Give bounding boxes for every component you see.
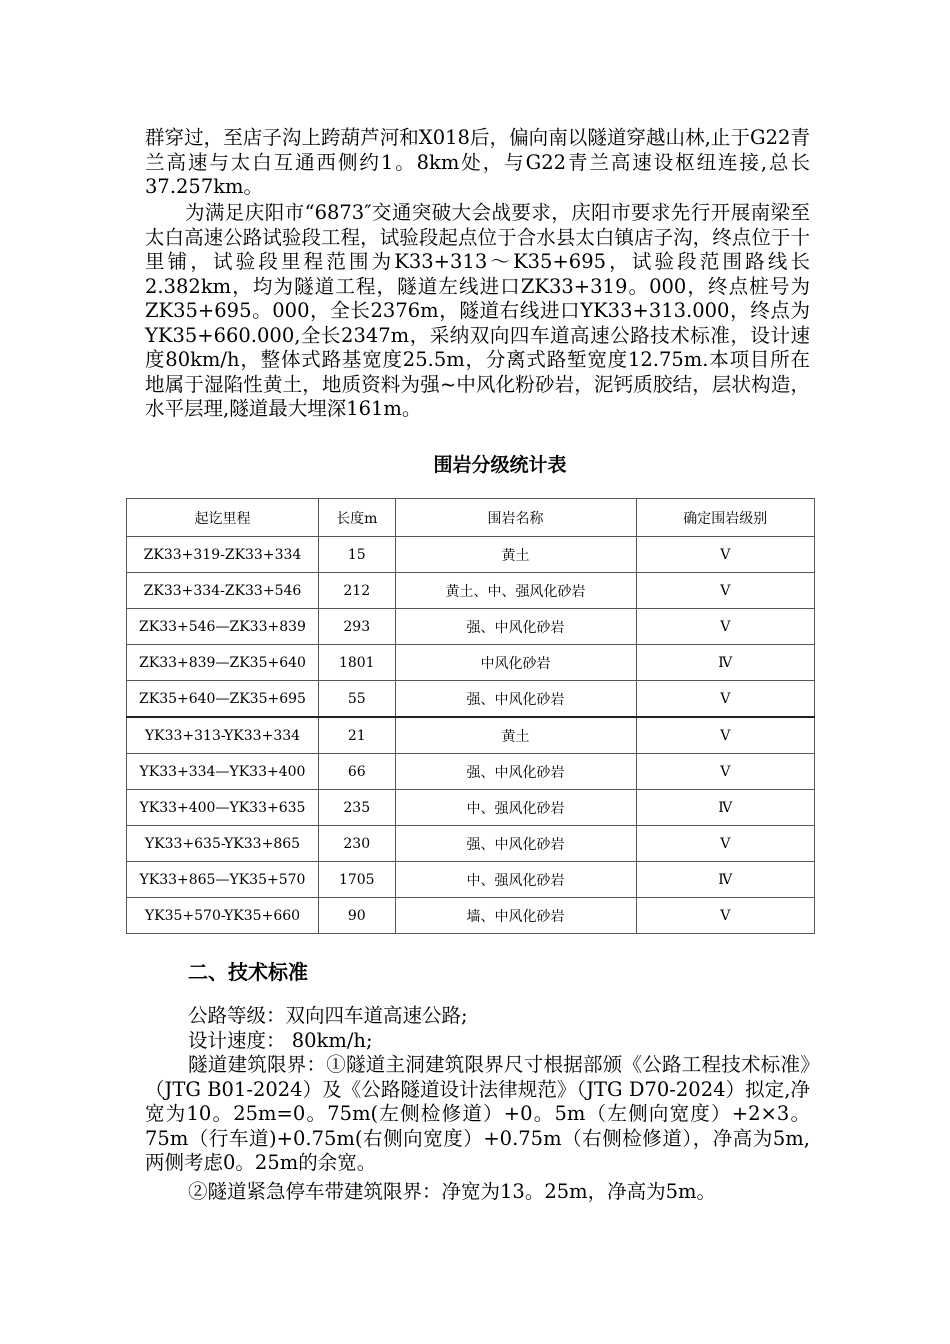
table-row [127, 645, 815, 681]
paragraph-tunnel-clearance: 隧道建筑限界：①隧道主洞建筑限界尺寸根据部颁《公路工程技术标准》（JTG B01-2024）及《公路隧道设计法律规范》（JTG D70-2024）拟定,净宽为10。25m=0。75m(左侧检修道）+0。5m（左侧向宽度）+2×3。75m（行车道)+0.75m(右侧向宽度）+0.75m（右侧检修道），净高为5m,两侧考虑0。25m的余宽。 [145, 1053, 810, 1174]
table-title: 围岩分级统计表 [433, 454, 567, 476]
paragraph-trial-section: 为满足庆阳市“6873″交通突破大会战要求，庆阳市要求先行开展南梁至太白高速公路试验段工程，试验段起点位于合水县太白镇店子沟，终点位于十里铺，试验段里程范围为K33+313～K35+695，试验段范围路线长2.382km，均为隧道工程，隧道左线进口ZK33+319。000，终点桩号为ZK35+695。000，全长2376m，隧道右线进口YK33+313.000，终点为YK35+660.000,全长2347m，采纳双向四车道高速公路技术标准，设计速度80km/h，整体式路基宽度25.5m，分离式路堑宽度12.75m.本项目所在地属于湿陷性黄土，地质资料为强~中风化粉砂岩，泥钙质胶结，层状构造，水平层理,隧道最大埋深161m。 [145, 201, 810, 420]
cell-length: 235 [318, 790, 395, 826]
table-header-row [127, 499, 815, 537]
table-row [127, 754, 815, 790]
cell-rock-grade: V [636, 681, 814, 718]
cell-length: 230 [318, 826, 395, 862]
cell-mileage: YK33+313-YK33+334 [127, 717, 319, 754]
cell-length: 1801 [318, 645, 395, 681]
table-row [127, 537, 815, 573]
table-row [127, 609, 815, 645]
cell-mileage: YK35+570-YK35+660 [127, 898, 319, 934]
road-grade-line: 公路等级：双向四车道高速公路; [188, 1004, 468, 1027]
cell-rock-grade: V [636, 717, 814, 754]
cell-mileage: YK33+400—YK33+635 [127, 790, 319, 826]
cell-rock-name: 黄土、中、强风化砂岩 [395, 573, 636, 609]
cell-rock-grade: V [636, 573, 814, 609]
section-heading-technical-standards: 二、技术标准 [188, 960, 308, 984]
cell-mileage: ZK33+319-ZK33+334 [127, 537, 319, 573]
cell-rock-name: 中、强风化砂岩 [395, 862, 636, 898]
cell-mileage: ZK33+334-ZK33+546 [127, 573, 319, 609]
cell-mileage: YK33+635-YK33+865 [127, 826, 319, 862]
cell-rock-name: 黄土 [395, 537, 636, 573]
cell-rock-grade: V [636, 754, 814, 790]
cell-rock-grade: Ⅳ [636, 790, 814, 826]
header-rock-grade: 确定围岩级别 [636, 499, 814, 537]
cell-mileage: ZK33+839—ZK35+640 [127, 645, 319, 681]
cell-rock-grade: V [636, 898, 814, 934]
header-mileage: 起讫里程 [127, 499, 319, 537]
table-row [127, 681, 815, 718]
table-row [127, 790, 815, 826]
cell-mileage: ZK35+640—ZK35+695 [127, 681, 319, 718]
table-row [127, 826, 815, 862]
cell-length: 293 [318, 609, 395, 645]
paragraph-emergency-bay-clearance: ②隧道紧急停车带建筑限界：净宽为13。25m，净高为5m。 [188, 1180, 717, 1203]
cell-length: 21 [318, 717, 395, 754]
cell-mileage: ZK33+546—ZK33+839 [127, 609, 319, 645]
cell-rock-grade: V [636, 609, 814, 645]
cell-rock-name: 强、中风化砂岩 [395, 754, 636, 790]
cell-rock-grade: Ⅳ [636, 645, 814, 681]
table-row [127, 862, 815, 898]
cell-length: 15 [318, 537, 395, 573]
table-row [127, 898, 815, 934]
cell-length: 212 [318, 573, 395, 609]
cell-rock-name: 强、中风化砂岩 [395, 681, 636, 718]
cell-rock-name: 强、中风化砂岩 [395, 609, 636, 645]
cell-length: 90 [318, 898, 395, 934]
cell-rock-name: 墙、中风化砂岩 [395, 898, 636, 934]
cell-rock-name: 中风化砂岩 [395, 645, 636, 681]
surrounding-rock-table [126, 498, 815, 934]
cell-rock-name: 中、强风化砂岩 [395, 790, 636, 826]
table-row [127, 573, 815, 609]
cell-rock-name: 强、中风化砂岩 [395, 826, 636, 862]
design-speed-line: 设计速度： 80km/h; [188, 1029, 373, 1052]
paragraph-intro-continued: 群穿过，至店子沟上跨葫芦河和X018后，偏向南以隧道穿越山林,止于G22青兰高速与太白互通西侧约1。8km处，与G22青兰高速设枢纽连接,总长37.257km。 [145, 126, 810, 198]
cell-length: 66 [318, 754, 395, 790]
cell-rock-grade: Ⅳ [636, 862, 814, 898]
header-length: 长度m [318, 499, 395, 537]
cell-rock-grade: V [636, 537, 814, 573]
cell-mileage: YK33+865—YK35+570 [127, 862, 319, 898]
cell-mileage: YK33+334—YK33+400 [127, 754, 319, 790]
table-row [127, 717, 815, 754]
cell-length: 1705 [318, 862, 395, 898]
cell-rock-grade: V [636, 826, 814, 862]
header-rock-name: 围岩名称 [395, 499, 636, 537]
cell-length: 55 [318, 681, 395, 718]
cell-rock-name: 黄土 [395, 717, 636, 754]
